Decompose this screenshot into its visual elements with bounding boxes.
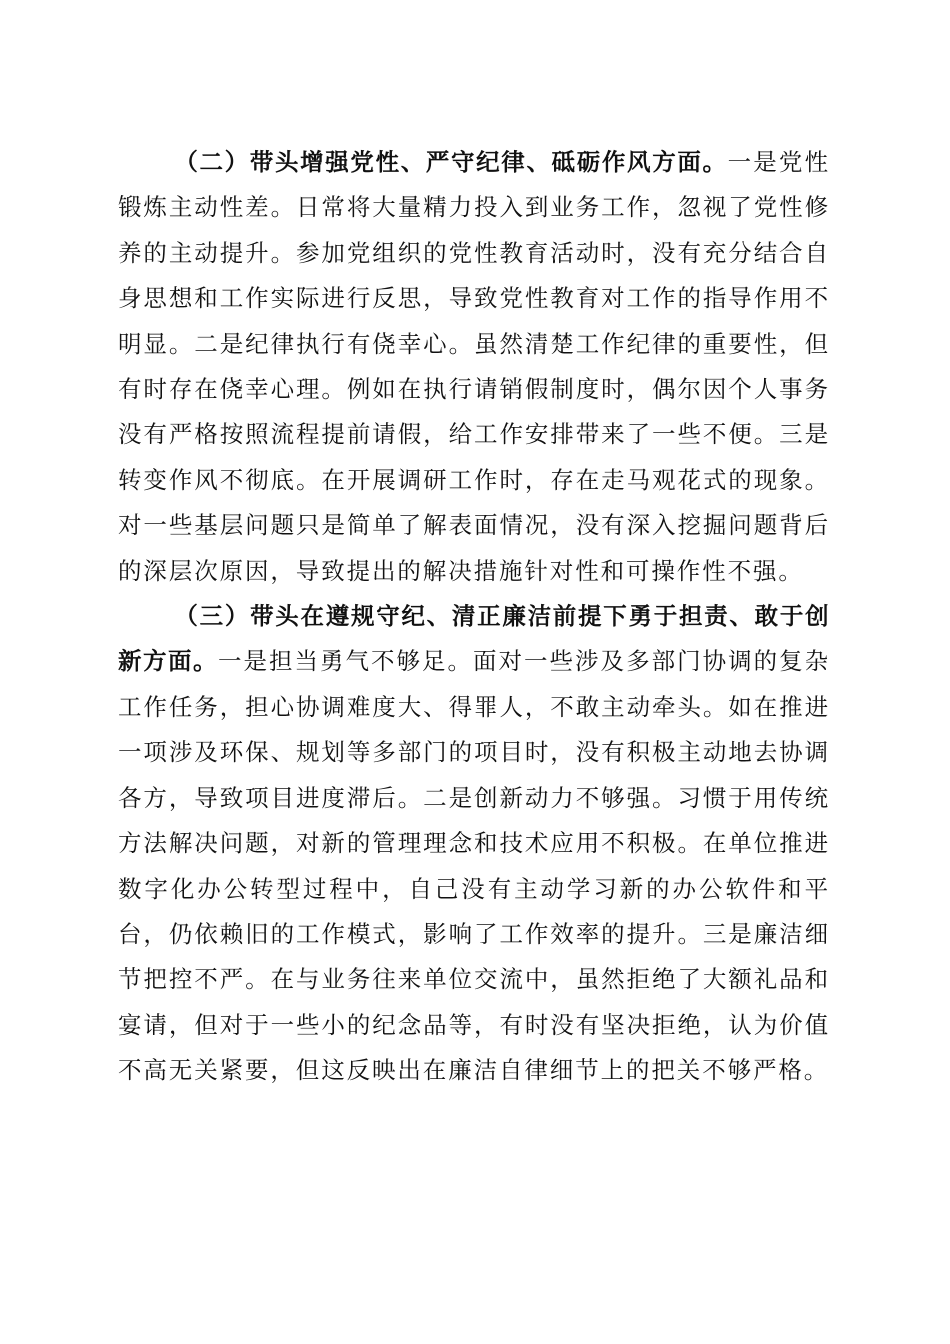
document-page	[118, 140, 830, 1094]
section-heading-3: （三）带头在遵规守纪、清正廉洁前提下勇于担责、敢于创新方面。	[118, 602, 830, 676]
paragraph-body-2: 一是党性锻炼主动性差。日常将大量精力投入到业务工作，忽视了党性修养的主动提升。参加党组织的党性教育活动时，没有充分结合自身思想和工作实际进行反思，导致党性教育对工作的指导作用不明显。二是纪律执行有侥幸心。虽然清楚工作纪律的重要性，但有时存在侥幸心理。例如在执行请销假制度时，偶尔因个人事务没有严格按照流程提前请假，给工作安排带来了一些不便。三是转变作风不彻底。在开展调研工作时，存在走马观花式的现象。对一些基层问题只是简单了解表面情况，没有深入挖掘问题背后的深层次原因，导致提出的解决措施针对性和可操作性不强。	[118, 148, 830, 585]
paragraph-party-discipline	[118, 140, 830, 594]
section-heading-2: （二）带头增强党性、严守纪律、砥砺作风方面。	[174, 148, 728, 176]
paragraph-body-3: 一是担当勇气不够足。面对一些涉及多部门协调的复杂工作任务，担心协调难度大、得罪人，不敢主动牵头。如在推进一项涉及环保、规划等多部门的项目时，没有积极主动地去协调各方，导致项目进度滞后。二是创新动力不够强。习惯于用传统方法解决问题，对新的管理理念和技术应用不积极。在单位推进数字化办公转型过程中，自己没有主动学习新的办公软件和平台，仍依赖旧的工作模式，影响了工作效率的提升。三是廉洁细节把控不严。在与业务往来单位交流中，虽然拒绝了大额礼品和宴请，但对于一些小的纪念品等，有时没有坚决拒绝，认为价值不高无关紧要，但这反映出在廉洁自律细节上的把关不够严格。	[118, 647, 830, 1085]
paragraph-responsibility-innovation	[118, 594, 830, 1093]
